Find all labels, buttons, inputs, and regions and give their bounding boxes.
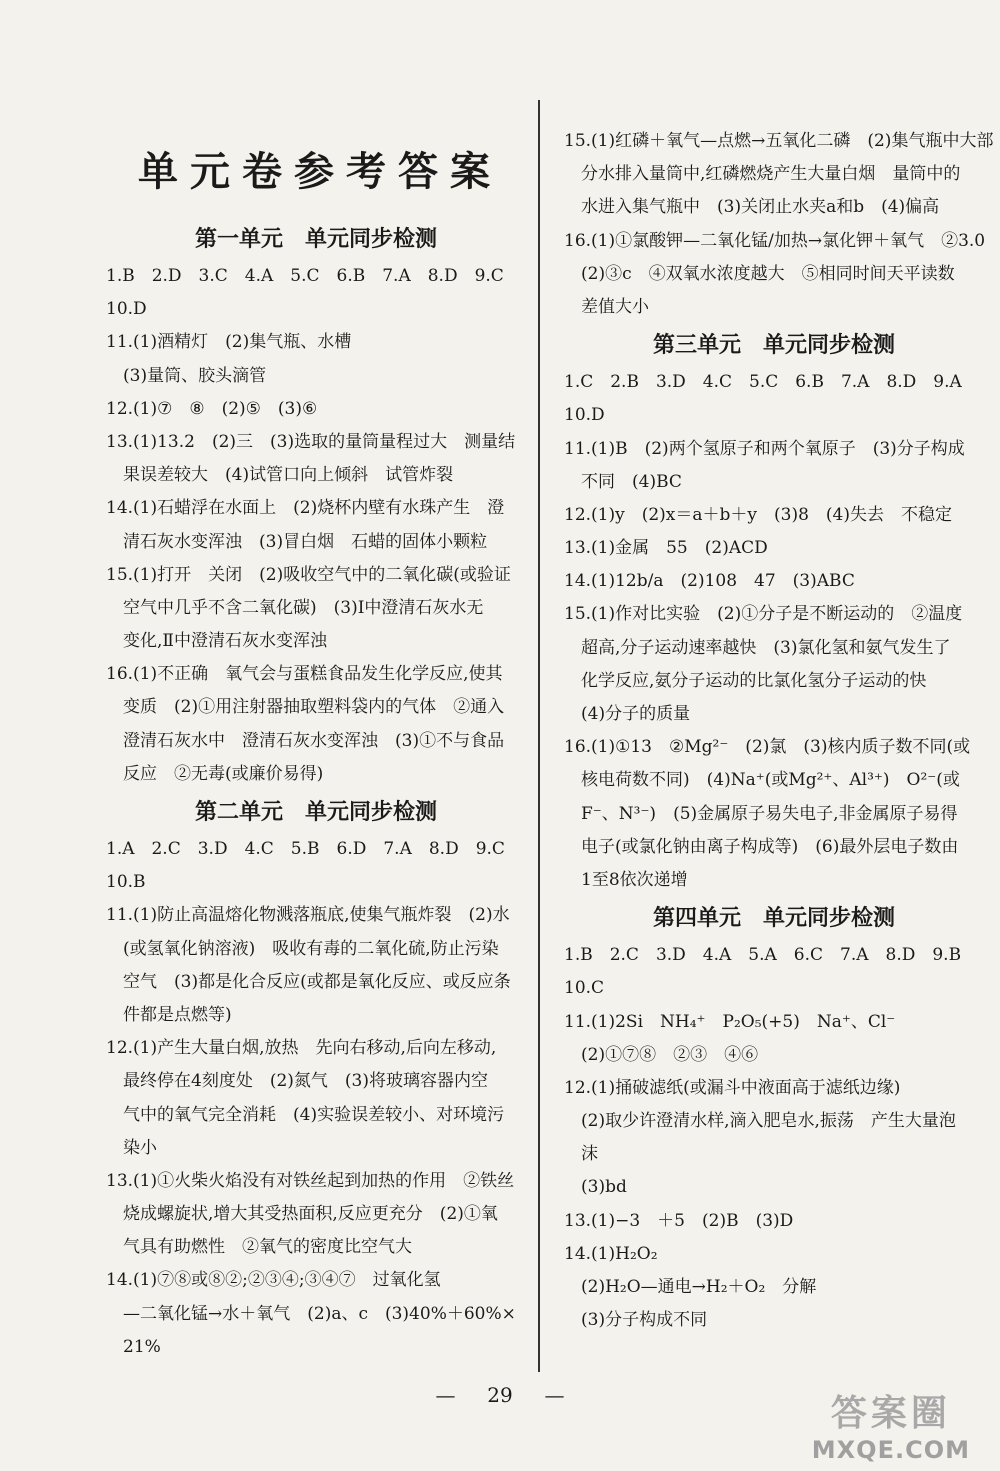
answer-line: 澄清石灰水中 澄清石灰水变浑浊 (3)①不与食品 — [106, 730, 505, 751]
answer-line: (4)分子的质量 — [564, 704, 691, 724]
answer-line: 14.(1)12b/a (2)108 47 (3)ABC — [564, 571, 855, 592]
answer-line: 11.(1)2Si NH₄⁺ P₂O₅(+5) Na⁺、Cl⁻ — [564, 1011, 896, 1032]
section-title: 第二单元 单元同步检测 — [194, 799, 437, 825]
page-dash-right: — — [544, 1383, 565, 1407]
answer-line: 12.(1)⑦ ⑧ (2)⑤ (3)⑥ — [106, 398, 318, 419]
answer-line: 1.C 2.B 3.D 4.C 5.C 6.B 7.A 8.D 9.A — [564, 372, 962, 393]
answer-line: (2)取少许澄清水样,滴入肥皂水,振荡 产生大量泡 — [564, 1111, 956, 1132]
answer-line: 13.(1)①火柴火焰没有对铁丝起到加热的作用 ②铁丝 — [106, 1170, 515, 1191]
answer-line: 13.(1)13.2 (2)三 (3)选取的量筒量程过大 测量结 — [106, 431, 516, 452]
right-column — [564, 125, 994, 1337]
answer-line: 12.(1)捅破滤纸(或漏斗中液面高于滤纸边缘) — [564, 1077, 901, 1098]
answer-line: 12.(1)产生大量白烟,放热 先向右移动,后向左移动, — [106, 1038, 497, 1059]
answer-line: 11.(1)B (2)两个氢原子和两个氧原子 (3)分子构成 — [564, 438, 965, 459]
section-title: 第四单元 单元同步检测 — [652, 905, 895, 932]
page-title: 单元卷参考答案 — [138, 148, 502, 195]
answer-line: 21% — [106, 1336, 161, 1357]
answer-line: 1.B 2.C 3.D 4.A 5.A 6.C 7.A 8.D 9.B — [564, 945, 962, 966]
answer-line: 13.(1)−3 ＋5 (2)B (3)D — [564, 1210, 794, 1231]
answer-line: (3)分子构成不同 — [564, 1310, 708, 1331]
answer-line: 件都是点燃等) — [106, 1004, 232, 1025]
answer-line: 不同 (4)BC — [564, 471, 682, 492]
answer-line: 11.(1)酒精灯 (2)集气瓶、水槽 — [106, 332, 352, 353]
page-number: 29 — [487, 1383, 513, 1407]
answer-line: 10.B — [106, 872, 146, 893]
answer-line: 1至8依次递增 — [564, 869, 688, 890]
answer-line: 空气 (3)都是化合反应(或都是氧化反应、或反应条 — [106, 971, 511, 992]
answer-line: 差值大小 — [564, 296, 649, 317]
answer-line: 果误差较大 (4)试管口向上倾斜 试管炸裂 — [106, 465, 454, 486]
answer-line: 变化,Ⅱ中澄清石灰水变浑浊 — [106, 631, 327, 652]
answer-line: 14.(1)石蜡浮在水面上 (2)烧杯内壁有水珠产生 澄 — [106, 498, 505, 519]
answer-line: (2)③c ④双氧水浓度越大 ⑤相同时间天平读数 — [564, 263, 955, 284]
watermark-logo: 答案圈 — [830, 1393, 951, 1434]
answer-line: (或氢氧化钠溶液) 吸收有毒的二氧化硫,防止污染 — [106, 938, 499, 959]
answer-line: 10.D — [564, 405, 605, 426]
answer-line: 14.(1)⑦⑧或⑧②;②③④;③④⑦ 过氧化氢 — [106, 1270, 441, 1291]
column-divider — [538, 100, 540, 1372]
answer-line: 最终停在4刻度处 (2)氮气 (3)将玻璃容器内空 — [106, 1071, 488, 1092]
section-title: 第三单元 单元同步检测 — [652, 332, 895, 359]
answer-line: 12.(1)y (2)x＝a＋b＋y (3)8 (4)失去 不稳定 — [564, 504, 952, 525]
answer-line: 沫 — [564, 1144, 598, 1165]
answer-line: (3)量筒、胶头滴管 — [106, 365, 267, 386]
answer-line: 气中的氧气完全消耗 (4)实验误差较小、对环境污 — [106, 1104, 505, 1125]
watermark — [812, 1385, 970, 1464]
section-title: 第一单元 单元同步检测 — [194, 226, 437, 252]
answer-line: 清石灰水变浑浊 (3)冒白烟 石蜡的固体小颗粒 — [106, 531, 488, 552]
answer-line: 16.(1)①13 ②Mg²⁻ (2)氯 (3)核内质子数不同(或 — [564, 737, 971, 758]
left-column — [106, 218, 526, 1364]
answer-line: 电子(或氯化钠由离子构成等) (6)最外层电子数由 — [564, 836, 959, 857]
answer-line: 反应 ②无毒(或廉价易得) — [106, 763, 324, 784]
answer-line: 1.A 2.C 3.D 4.C 5.B 6.D 7.A 8.D 9.C — [106, 839, 505, 859]
answer-line: 1.B 2.D 3.C 4.A 5.C 6.B 7.A 8.D 9.C — [106, 266, 504, 286]
answer-line: 10.D — [106, 299, 147, 320]
answer-line: 气具有助燃性 ②氧气的密度比空气大 — [106, 1237, 412, 1258]
answer-line: 15.(1)打开 关闭 (2)吸收空气中的二氧化碳(或验证 — [106, 564, 511, 585]
answer-line: 11.(1)防止高温熔化物溅落瓶底,使集气瓶炸裂 (2)水 — [106, 905, 510, 926]
answer-line: 变质 (2)①用注射器抽取塑料袋内的气体 ②通入 — [106, 697, 505, 718]
answer-line: 化学反应,氨分子运动的比氯化氢分子运动的快 — [564, 670, 927, 691]
answer-line: F⁻、N³⁻) (5)金属原子易失电子,非金属原子易得 — [564, 803, 958, 824]
answer-line: 10.C — [564, 978, 605, 999]
answer-line: 16.(1)①氯酸钾—二氧化锰/加热→氯化钾＋氧气 ②3.0 — [564, 230, 986, 251]
answer-line: 核电荷数不同) (4)Na⁺(或Mg²⁺、Al³⁺) O²⁻(或 — [564, 770, 960, 791]
watermark-url: MXQE.COM — [811, 1436, 970, 1464]
page-dash-left: — — [435, 1383, 456, 1407]
answer-line: (2)H₂O—通电→H₂＋O₂ 分解 — [564, 1277, 817, 1297]
answer-line: 13.(1)金属 55 (2)ACD — [564, 538, 768, 559]
answer-line: 染小 — [106, 1137, 157, 1158]
answer-line: (3)bd — [564, 1177, 627, 1198]
answer-line: 15.(1)作对比实验 (2)①分子是不断运动的 ②温度 — [564, 604, 963, 625]
answer-line: 空气中几乎不含二氧化碳) (3)Ⅰ中澄清石灰水无 — [106, 597, 484, 618]
answer-line: 分水排入量筒中,红磷燃烧产生大量白烟 量筒中的 — [564, 164, 961, 185]
answer-line: 15.(1)红磷＋氧气—点燃→五氧化二磷 (2)集气瓶中大部 — [564, 131, 994, 151]
answer-line: —二氧化锰→水＋氧气 (2)a、c (3)40%＋60%× — [106, 1303, 516, 1324]
answer-line: (2)①⑦⑧ ②③ ④⑥ — [564, 1044, 759, 1065]
answer-line: 烧成螺旋状,增大其受热面积,反应更充分 (2)①氧 — [106, 1204, 498, 1225]
answer-line: 水进入集气瓶中 (3)关闭止水夹a和b (4)偏高 — [564, 197, 940, 218]
answer-line: 16.(1)不正确 氧气会与蛋糕食品发生化学反应,使其 — [106, 664, 503, 685]
answer-line: 超高,分子运动速率越快 (3)氯化氢和氨气发生了 — [564, 637, 951, 658]
answer-line: 14.(1)H₂O₂ — [564, 1243, 658, 1264]
